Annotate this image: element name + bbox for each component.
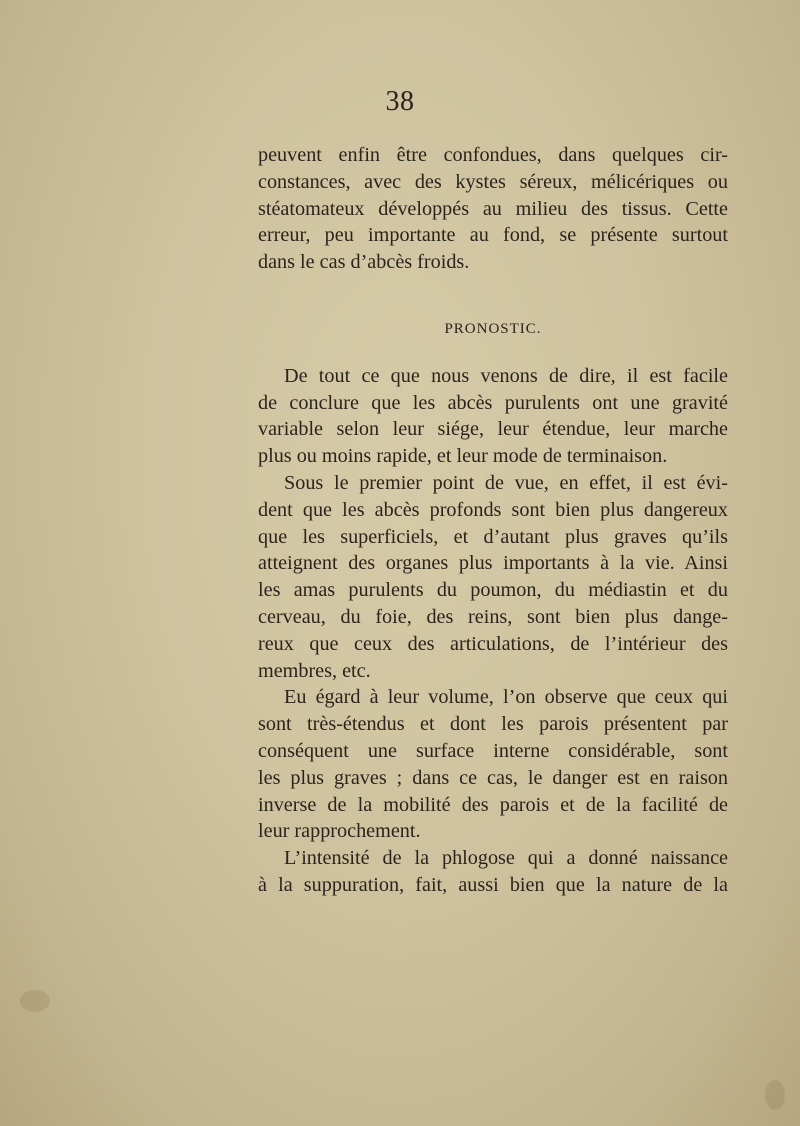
text-line: reux que ceux des articulations, de l’intérieur des <box>258 632 728 655</box>
paragraph <box>258 142 728 276</box>
text-line: De tout ce que nous venons de dire, il est facile <box>284 364 728 387</box>
text-line: que les superficiels, et d’autant plus graves qu’ils <box>258 525 728 548</box>
text-line: à la suppuration, fait, aussi bien que la nature de la <box>258 873 728 896</box>
text-line: variable selon leur siége, leur étendue, leur marche <box>258 418 728 441</box>
text-line: peuvent enfin être confondues, dans quelques cir- <box>258 144 728 166</box>
text-line: Sous le premier point de vue, en effet, il est évi- <box>284 471 728 494</box>
text-line: stéatomateux développés au milieu des tissus. Cette <box>258 197 728 220</box>
paragraph <box>258 684 728 845</box>
text-line: conséquent une surface interne considérable, sont <box>258 739 728 762</box>
text-line: de conclure que les abcès purulents ont une gravité <box>258 391 728 414</box>
paragraph <box>258 845 728 899</box>
text-line: constances, avec des kystes séreux, mélicériques ou <box>258 170 728 193</box>
section-heading: PRONOSTIC. <box>444 320 542 337</box>
paper-stain <box>765 1080 785 1110</box>
text-line: membres, etc. <box>258 659 371 682</box>
paragraph <box>258 363 728 470</box>
paragraph <box>258 470 728 684</box>
body-text <box>258 142 728 899</box>
text-line: inverse de la mobilité des parois et de la facilité de <box>258 793 728 816</box>
text-line: erreur, peu importante au fond, se présente surtout <box>258 224 728 247</box>
text-line: atteignent des organes plus importants à la vie. Ainsi <box>258 552 728 575</box>
text-line: dent que les abcès profonds sont bien plus dangereux <box>258 498 728 521</box>
text-line: sont très-étendus et dont les parois présentent par <box>258 713 728 736</box>
text-line: L’intensité de la phlogose qui a donné naissance <box>284 847 728 870</box>
page-number: 38 <box>385 86 415 117</box>
text-line: les amas purulents du poumon, du médiastin et du <box>258 579 728 602</box>
text-line: plus ou moins rapide, et leur mode de terminaison. <box>258 445 668 468</box>
paper-stain <box>20 990 50 1012</box>
text-line: dans le cas d’abcès froids. <box>258 251 470 274</box>
text-line: Eu égard à leur volume, l’on observe que ceux qui <box>284 686 728 709</box>
text-line: cerveau, du foie, des reins, sont bien plus dange- <box>258 605 728 628</box>
text-line: leur rapprochement. <box>258 820 421 843</box>
text-line: les plus graves ; dans ce cas, le danger est en raison <box>258 766 728 789</box>
